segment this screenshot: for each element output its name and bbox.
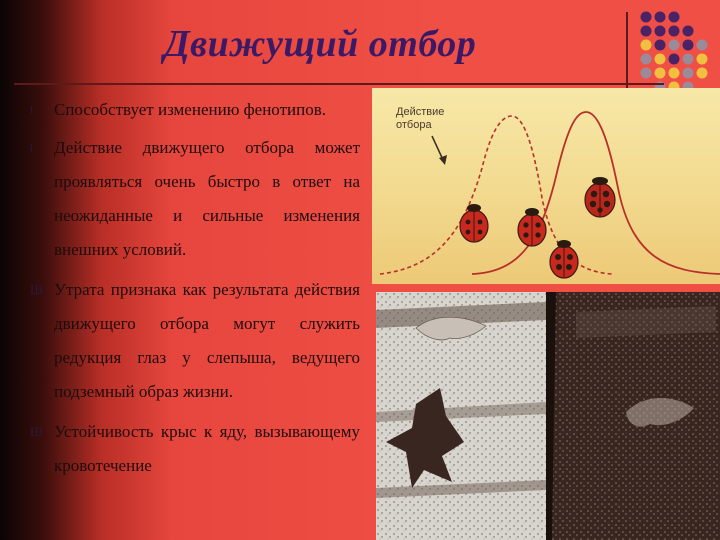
photo-illustration	[376, 292, 720, 540]
bullet-item	[30, 93, 360, 127]
ladybug-icon	[585, 177, 615, 217]
bullet-marker: Ш	[30, 282, 44, 297]
bullet-item	[30, 415, 360, 483]
bullet-marker: l	[30, 104, 34, 116]
bullet-text: Способствует изменению фенотипов.	[54, 100, 326, 119]
decorative-vertical-rule	[626, 12, 628, 90]
selection-diagram	[372, 88, 720, 284]
bullet-text: Утрата признака как результата действия движущего отбора могут служить редукция глаз у слепыша, ведущего подземный образ жизни.	[54, 280, 360, 401]
diagram-label-line: Действие	[396, 106, 445, 118]
bullet-text: Устойчивость крыс к яду, вызывающему кровотечение	[54, 422, 360, 475]
slide-title: Движущий отбор	[163, 23, 477, 65]
bullet-list	[30, 93, 360, 483]
moth-bark-photo	[376, 292, 720, 540]
arrow-head-icon	[439, 155, 447, 165]
bullet-marker: l	[30, 142, 34, 154]
decorative-horizontal-rule	[14, 83, 664, 85]
bullet-text: Действие движущего отбора может проявляться очень быстро в ответ на неожиданные и сильные изменения внешних условий.	[54, 138, 360, 259]
ladybug-icon	[460, 204, 488, 242]
bullet-item	[30, 273, 360, 409]
ladybug-icon	[518, 208, 546, 246]
ladybug-icon	[550, 240, 578, 278]
bullet-marker: Ш	[30, 424, 44, 439]
diagram-illustration	[372, 88, 720, 284]
bullet-item	[30, 131, 360, 267]
dashed-distribution-curve	[380, 116, 612, 274]
diagram-label-line: отбора	[396, 119, 432, 131]
